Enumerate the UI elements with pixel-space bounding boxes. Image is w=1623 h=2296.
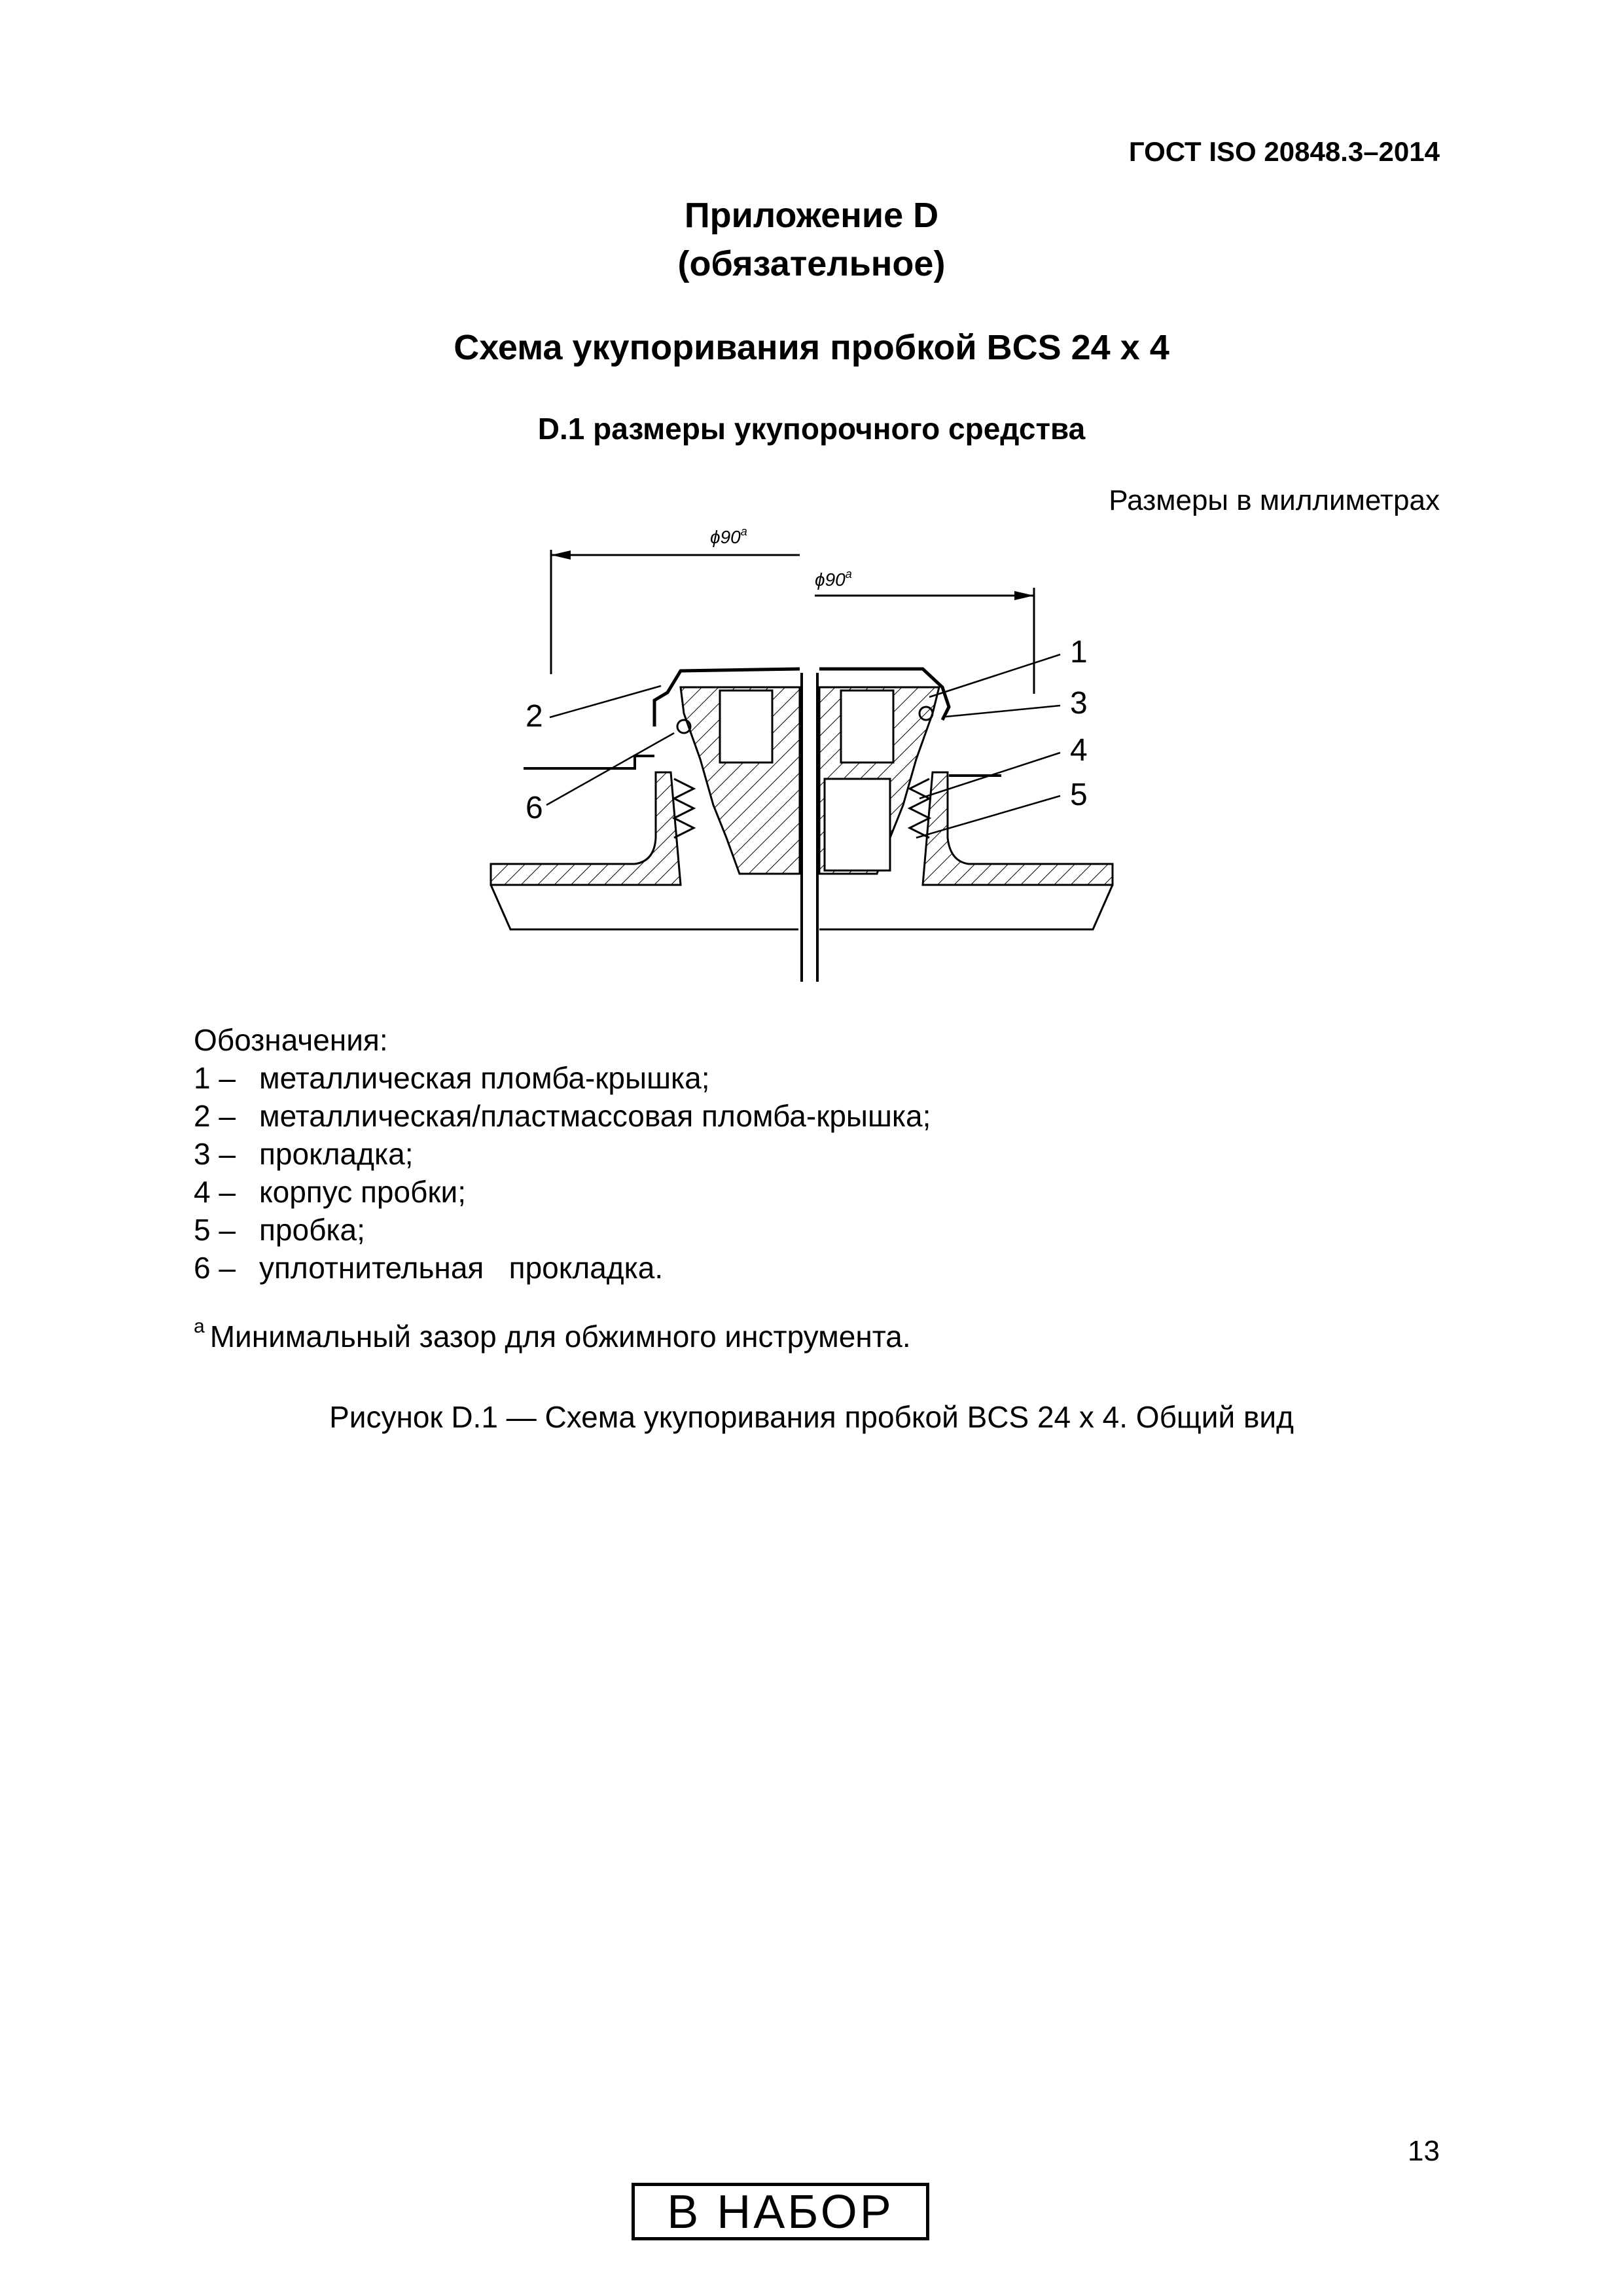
legend-number: 1 –: [194, 1061, 236, 1095]
legend-heading: Обозначения:: [194, 1023, 388, 1057]
flange-left: [524, 756, 654, 768]
footnote: [194, 1316, 911, 1354]
callout-2: 2: [526, 699, 543, 734]
bottle-bottom-right: [819, 885, 1113, 929]
legend-item: [194, 1059, 931, 1097]
legend-text: уплотнительная прокладка.: [259, 1251, 664, 1285]
bottle-wall-left: [491, 772, 681, 885]
legend-text: металлическая пломба-крышка;: [259, 1061, 710, 1095]
leader-3: [946, 706, 1060, 717]
footnote-mark: a: [194, 1316, 205, 1337]
legend-number: 6 –: [194, 1251, 236, 1285]
document-code: ГОСТ ISO 20848.3–2014: [1128, 136, 1440, 167]
callout-1: 1: [1070, 635, 1088, 670]
stopper-cavity-left: [720, 691, 772, 762]
dimension-arrow-left: [551, 550, 571, 560]
legend-item: [194, 1249, 931, 1287]
legend-text: прокладка;: [259, 1137, 414, 1171]
legend-item: [194, 1173, 931, 1211]
annex-title: Приложение D: [684, 196, 939, 235]
annex-kind: (обязательное): [677, 244, 946, 283]
legend-number: 4 –: [194, 1175, 236, 1209]
legend-item: [194, 1135, 931, 1173]
callout-6: 6: [526, 791, 543, 825]
thread-right: [910, 779, 929, 838]
legend-text: пробка;: [259, 1213, 365, 1247]
stopper-bore-right: [825, 779, 890, 870]
section-title: D.1 размеры укупорочного средства: [537, 412, 1086, 446]
legend-item: [194, 1097, 931, 1135]
stamp: В НАБОР: [632, 2183, 929, 2240]
leader-2: [550, 686, 661, 717]
closure-drawing: [458, 497, 1139, 995]
callout-4: 4: [1070, 733, 1088, 768]
footnote-text: Минимальный зазор для обжимного инструмента.: [209, 1319, 911, 1354]
legend-number: 5 –: [194, 1213, 236, 1247]
leader-1: [929, 655, 1060, 697]
callout-5: 5: [1070, 778, 1088, 812]
dimension-arrow-right: [1014, 591, 1034, 600]
legend-number: 2 –: [194, 1099, 236, 1133]
legend-item: [194, 1211, 931, 1249]
legend-text: корпус пробки;: [259, 1175, 467, 1209]
dimension-label-left: ϕ90$^a$: [710, 525, 747, 547]
page-number: 13: [1408, 2135, 1440, 2167]
stopper-cavity-right: [841, 691, 893, 762]
legend-number: 3 –: [194, 1137, 236, 1171]
legend: [194, 1021, 931, 1287]
thread-left: [674, 779, 694, 838]
main-title: Схема укупоривания пробкой BCS 24 x 4: [454, 328, 1169, 367]
callout-3: 3: [1070, 686, 1088, 721]
units-note: Размеры в миллиметрах: [1109, 484, 1440, 516]
dimension-label-right: ϕ90$^a$: [815, 567, 852, 590]
figure-caption: Рисунок D.1 — Схема укупоривания пробкой BCS 24 x 4. Общий вид: [329, 1400, 1294, 1434]
legend-text: металлическая/пластмассовая пломба-крышка;: [259, 1099, 931, 1133]
bottle-bottom-left: [491, 885, 798, 929]
